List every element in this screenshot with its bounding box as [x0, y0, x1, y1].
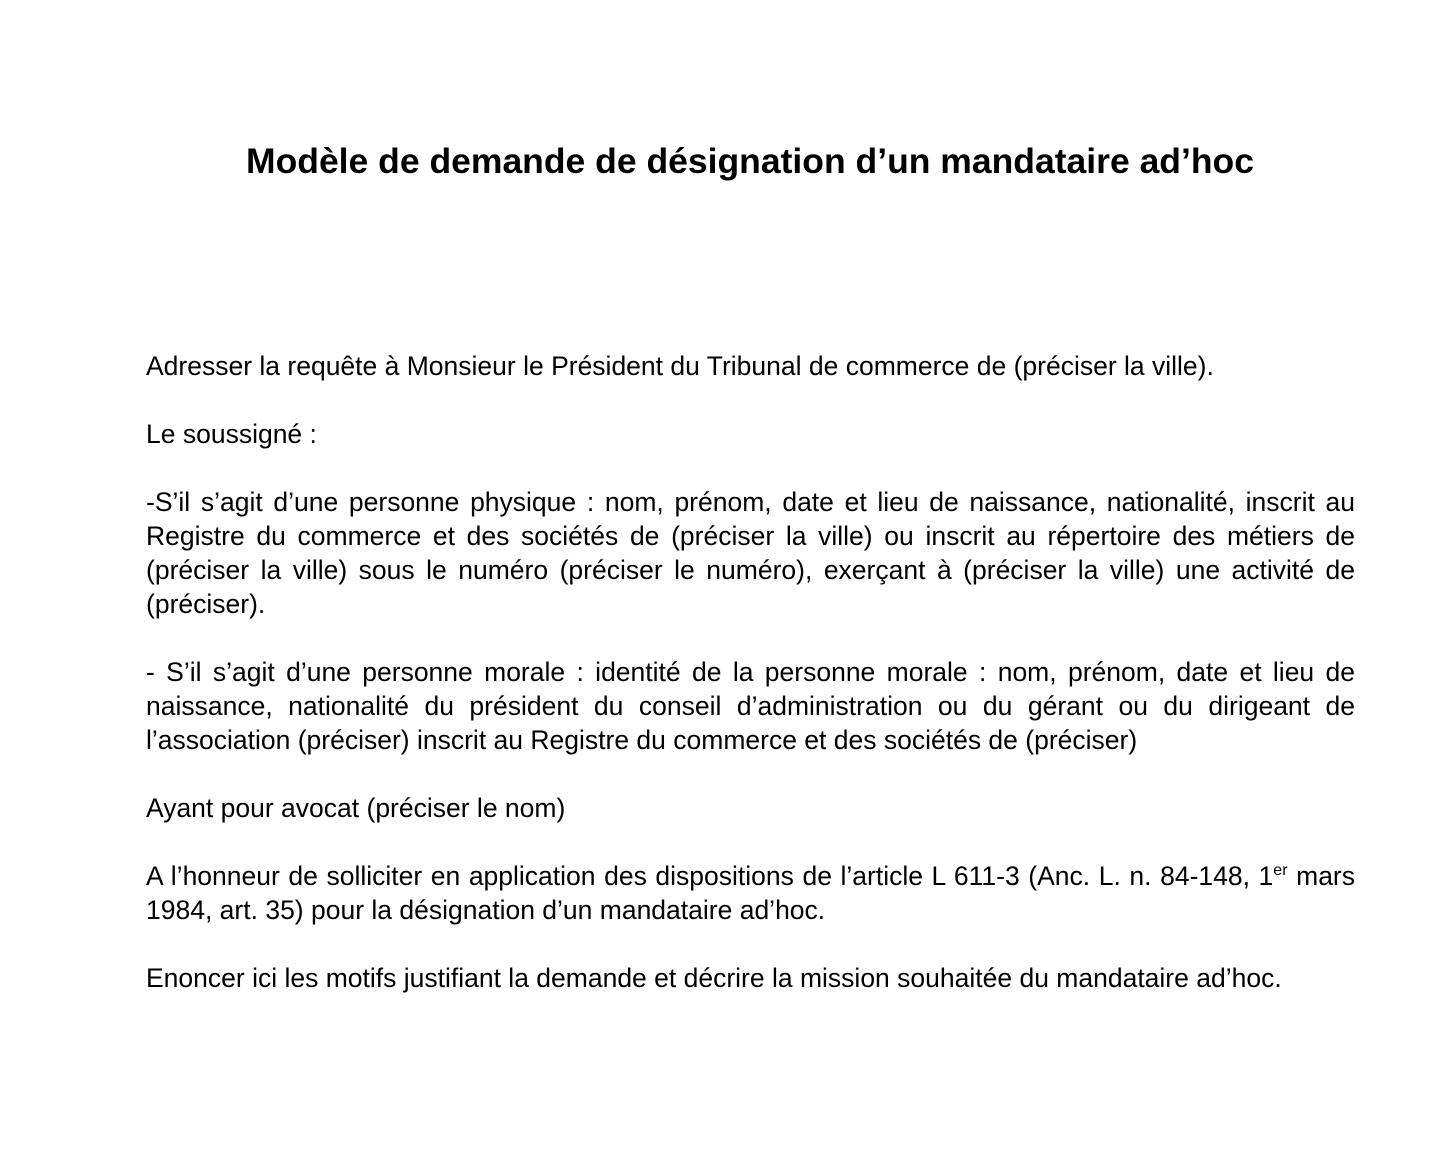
request-text-part2: mars 1984, art. 35) pour la désignation d’un mandataire ad’hoc.: [146, 861, 1356, 925]
paragraph-request: [146, 859, 1355, 927]
paragraph-natural-person: -S’il s’agit d’une personne physique : nom, prénom, date et lieu de naissance, nationalité, inscrit au Registre du commerce et des sociétés de (préciser la ville) ou inscrit au répertoire des métiers de (préciser la ville) sous le numéro (préciser le numéro), exerçant à (préciser la ville) une activité de (préciser).: [146, 487, 1355, 619]
request-superscript: er: [1273, 862, 1288, 879]
document-title: Modèle de demande de désignation d’un mandataire ad’hoc: [246, 141, 1254, 181]
document-body: [146, 349, 1355, 1029]
paragraph-legal-person: - S’il s’agit d’une personne morale : identité de la personne morale : nom, prénom, date et lieu de naissance, nationalité du président du conseil d’administration ou du gérant ou du dirigeant de l’association (préciser) inscrit au Registre du commerce et des sociétés de (préciser): [146, 657, 1355, 755]
paragraph-grounds: Enoncer ici les motifs justifiant la demande et décrire la mission souhaitée du mandataire ad’hoc.: [146, 963, 1282, 993]
paragraph-undersigned: Le soussigné :: [146, 419, 317, 449]
paragraph-lawyer: Ayant pour avocat (préciser le nom): [146, 793, 566, 823]
paragraph-address: Adresser la requête à Monsieur le Président du Tribunal de commerce de (préciser la ville).: [146, 351, 1214, 381]
request-text-part1: A l’honneur de solliciter en application des dispositions de l’article L 611-3 (Anc. L. n. 84-148, 1: [146, 861, 1274, 891]
